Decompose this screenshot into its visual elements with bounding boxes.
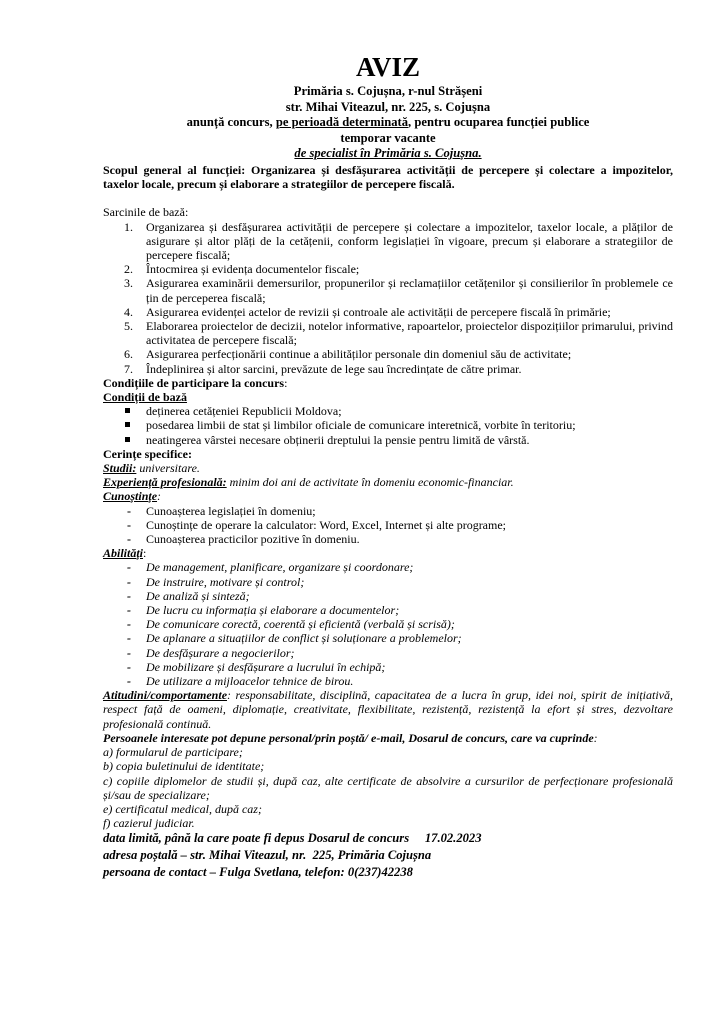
knowledge-list <box>103 504 673 547</box>
studies-line: Studii: universitare. <box>103 461 200 476</box>
square-bullet-icon <box>125 437 130 442</box>
basic-conditions-list <box>103 404 673 447</box>
header-position: de specialist în Primăria s. Cojușna. <box>294 146 482 161</box>
tasks-list <box>103 220 673 376</box>
dossier-item: b) copia buletinului de identitate; <box>103 759 265 774</box>
list-item: 6. Asigurarea perfecționării continue a abilităților personale din domeniul său de activitate; <box>124 347 572 362</box>
dossier-intro: Persoanele interesate pot depune personal/prin poștă/ e-mail, Dosarul de concurs, care va cuprinde: <box>103 730 598 745</box>
header-announcement <box>103 115 673 131</box>
list-item: - De utilizare a mijloacelor tehnice de birou. <box>127 674 354 689</box>
specific-requirements-heading: Cerințe specifice: <box>103 446 192 461</box>
list-item: 1. Organizarea și desfășurarea activității de percepere și colectare a impozitelor, taxelor locale, a plăților de asigurare și altor plăți de la cetățenii, conform legislației în vigoare, precum și elaborare a strategiilor de percepere fiscală; <box>124 219 673 262</box>
basic-conditions-heading: Condiții de bază <box>103 390 188 405</box>
list-item: 3. Asigurarea examinării demersurilor, propunerilor și reclamațiilor cetățenilor și consilierilor în problemele ce țin de perceperea fiscală; <box>124 276 673 305</box>
list-item: - Cunoașterea legislației în domeniu; <box>127 503 316 518</box>
square-bullet-icon <box>125 422 130 427</box>
list-item: - De comunicare corectă, coerentă și eficientă (verbală și scrisă); <box>127 617 455 632</box>
dossier-item: f) cazierul judiciar. <box>103 816 195 831</box>
general-scope: Scopul general al funcției: Organizarea și desfășurarea activității de percepere și colectare a impozitelor, taxelor locale, precum și elaborare a strategiilor de percepere fiscală. <box>103 162 673 192</box>
list-item: 7. Îndeplinirea și altor sarcini, prevăzute de lege sau încredințate de către primar. <box>124 361 522 376</box>
announcement-document <box>103 52 673 881</box>
dossier-item: a) formularul de participare; <box>103 745 243 760</box>
tasks-heading: Sarcinile de bază: <box>103 205 189 220</box>
contact-person-line: persoana de contact – Fulga Svetlana, telefon: 0(237)42238 <box>103 865 413 880</box>
knowledge-heading: Cunoștințe: <box>103 489 162 504</box>
list-item: 2. Întocmirea și evidența documentelor fiscale; <box>124 262 360 277</box>
announcement-post: , pentru ocuparea funcției publice <box>408 115 590 130</box>
list-item: 4. Asigurarea evidenței actelor de revizii și controale ale activității de percepere fiscală în primărie; <box>124 304 611 319</box>
header-address: str. Mihai Viteazul, nr. 225, s. Cojușna <box>285 99 491 114</box>
list-item: - De aplanare a situațiilor de conflict și soluționare a problemelor; <box>127 631 462 646</box>
abilities-heading: Abilități: <box>103 546 147 561</box>
list-item: - De analiză și sinteză; <box>127 588 250 603</box>
dossier-item: c) copiile diplomelor de studii și, după caz, alte certificate de absolvire a cursurilor de perfecționare profesională și/sau de specializare; <box>103 773 673 802</box>
list-item: - De mobilizare și desfășurare a lucrului în echipă; <box>127 659 386 674</box>
list-item: - De instruire, motivare și control; <box>127 574 305 589</box>
list-item: - Cunoașterea practicilor pozitive în domeniu. <box>127 532 360 547</box>
deadline-line: data limită, până la care poate fi depus Dosarul de concurs 17.02.2023 <box>103 831 482 846</box>
list-item: 5. Elaborarea proiectelor de decizii, notelor informative, rapoartelor, proiectelor dispozițiilor primarului, privind activitatea de percepere fiscală; <box>124 319 673 348</box>
experience-line: Experiență profesională: minim doi ani de activitate în domeniu economic-financiar. <box>103 475 514 490</box>
attitudes-paragraph: Atitudini/comportamente: responsabilitate, disciplină, capacitatea de a lucra în grup, idei noi, spirit de inițiativă, respect față de oameni, diplomație, creativitate, flexibilitate, rezistență, rezistență la efort și stres, dezvoltare profesională continuă. <box>103 688 673 731</box>
list-item: neatingerea vârstei necesare obținerii dreptului la pensie pentru limită de vârstă. <box>103 433 673 447</box>
postal-address-line: adresa poștală – str. Mihai Viteazul, nr. 225, Primăria Cojușna <box>103 848 432 863</box>
list-item: - De lucru cu informația și elaborare a documentelor; <box>127 603 400 618</box>
square-bullet-icon <box>125 408 130 413</box>
list-item: posedarea limbii de stat și limbilor oficiale de comunicare interetnică, vorbite în teritoriu; <box>103 418 673 432</box>
list-item: - De desfășurare a negocierilor; <box>127 645 295 660</box>
dossier-item: e) certificatul medical, după caz; <box>103 801 262 816</box>
header-institution: Primăria s. Cojușna, r-nul Strășeni <box>293 84 483 98</box>
header-vacancy-type: temporar vacante <box>340 130 436 145</box>
announcement-pre: anunță concurs, <box>186 115 273 130</box>
document-title: AVIZ <box>355 52 421 82</box>
list-item: - Cunoștințe de operare la calculator: Word, Excel, Internet și alte programe; <box>127 517 507 532</box>
list-item: deținerea cetățeniei Republicii Moldova; <box>103 404 673 418</box>
announcement-period: pe perioadă determinată <box>275 115 409 130</box>
list-item: - De management, planificare, organizare și coordonare; <box>127 560 414 575</box>
abilities-list <box>103 560 673 688</box>
conditions-heading: Condițiile de participare la concurs: <box>103 375 288 390</box>
